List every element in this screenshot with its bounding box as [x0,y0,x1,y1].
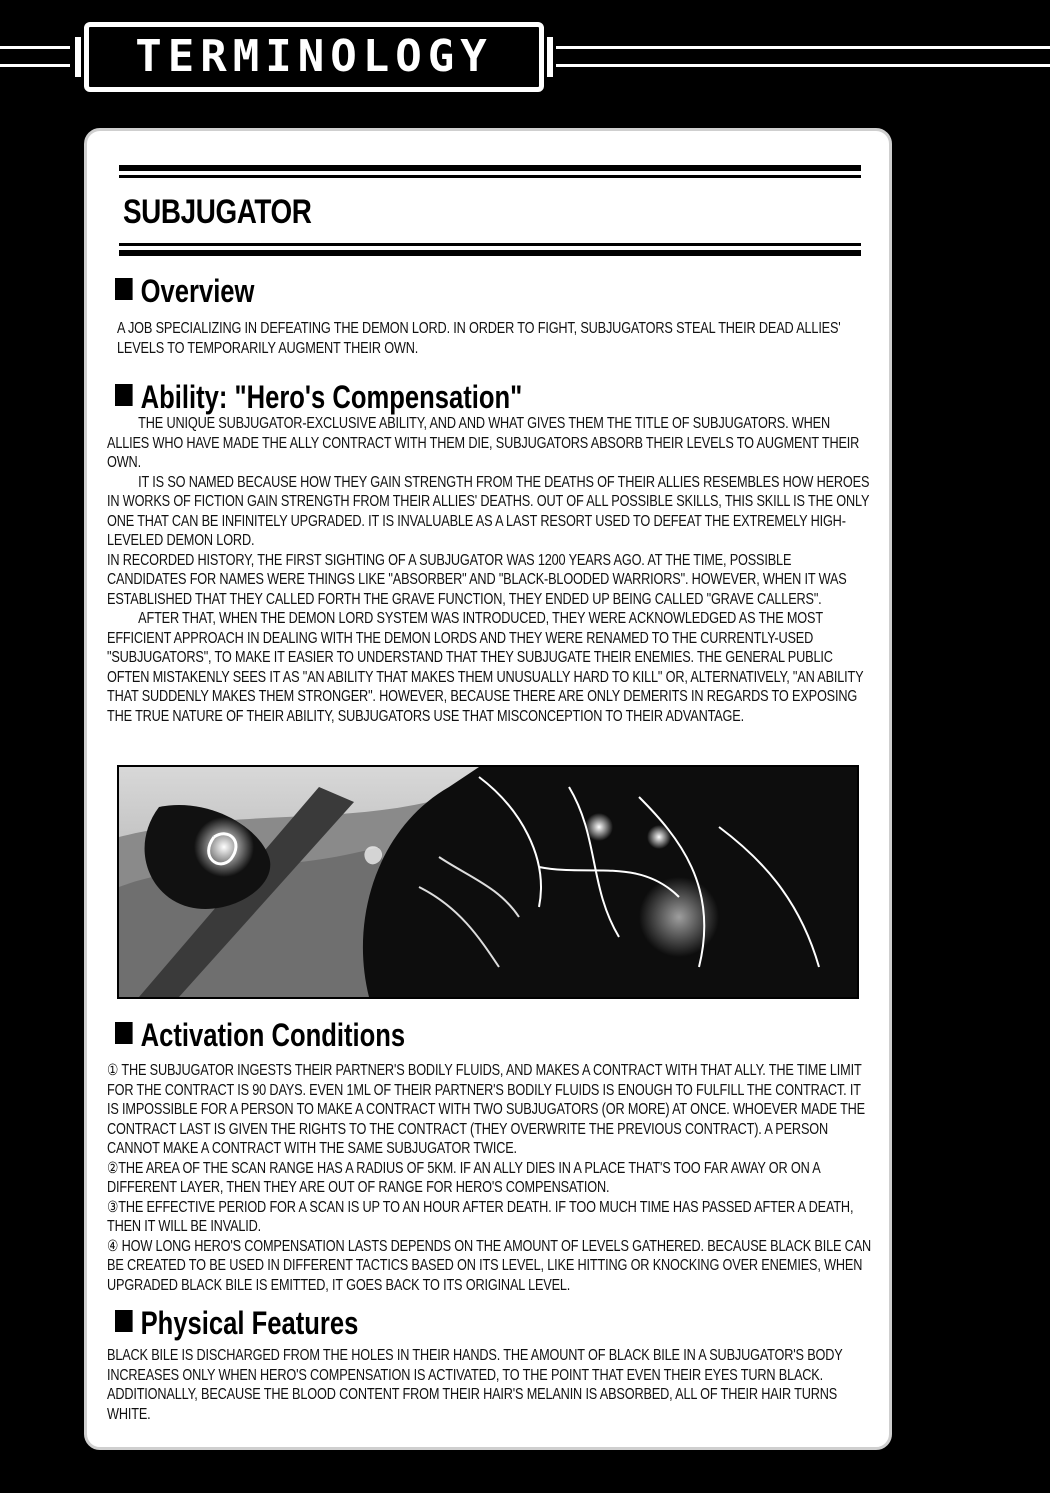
ability-text [107,414,874,726]
header-title: TERMINOLOGY [135,31,493,82]
title-rule-top-thin [119,175,861,178]
title-rule-top [119,165,861,171]
ability-paragraph-2: IT IS SO NAMED BECAUSE HOW THEY GAIN STRENGTH FROM THE DEATHS OF THEIR ALLIES RESEMBLES HOW HEROES IN WORKS OF FICTION GAIN STRENGTH FROM THEIR ALLIES' DEATHS. OUT OF ALL POSSIBLE SKILLS, THIS SKILL IS THE ONLY ONE THAT CAN BE INFINITELY UPGRADED. IT IS INVALUABLE AS A LAST RESORT USED TO DEFEAT THE EXTREMELY HIGH-LEVELED DEMON LORD. [107,473,870,549]
content-panel [84,128,892,1450]
title-rule-bottom-thick [119,250,861,256]
header-rule-left-2 [0,64,70,67]
ability-paragraph-3: IN RECORDED HISTORY, THE FIRST SIGHTING OF A SUBJUGATOR WAS 1200 YEARS AGO. AT THE TIME, POSSIBLE CANDIDATES FOR NAMES WERE THINGS LIKE "ABSORBER" AND "BLACK-BLOODED WARRIORS". HOWEVER, WHEN IT WAS ESTABLISHED THAT THEY CALLED FORTH THE GRAVE FUNCTION, THEY ENDED UP BEING CALLED "GRAVE CALLERS". [107,551,847,608]
header-rule-right-2 [556,64,1050,67]
ability-paragraph-4: AFTER THAT, WHEN THE DEMON LORD SYSTEM WAS INTRODUCED, THEY WERE ACKNOWLEDGED AS THE MOST EFFICIENT APPROACH IN DEALING WITH THE DEMON LORDS AND THEY WERE RENAMED TO THE CURRENTLY-USED "SUBJUGATORS", TO MAKE IT EASIER TO UNDERSTAND THAT THEY SUBJUGATE THEIR ENEMIES. THE GENERAL PUBLIC OFTEN MISTAKENLY SEES IT AS "AN ABILITY THAT MAKES THEM UNUSUALLY HARD TO KILL" OR, ALTERNATIVELY, "AN ABILITY THAT SUDDENLY MAKES THEM STRONGER". HOWEVER, BECAUSE THERE ARE ONLY DEMERITS IN REGARDS TO EXPOSING THE TRUE NATURE OF THEIR ABILITY, SUBJUGATORS USE THAT MISCONCEPTION TO THEIR ADVANTAGE. [107,610,864,725]
physical-text [107,1346,874,1424]
ability-paragraph-1: THE UNIQUE SUBJUGATOR-EXCLUSIVE ABILITY, AND AND WHAT GIVES THEM THE TITLE OF SUBJUGATORS. WHEN ALLIES WHO HAVE MADE THE ALLY CONTRACT WITH THEM DIE, SUBJUGATORS ABSORB THEIR LEVELS TO AUGMENT THEIR OWN. [107,415,860,471]
manga-illustration [117,765,859,999]
overview-text [117,319,867,358]
physical-heading-text: Physical Features [140,1305,359,1341]
physical-paragraph: BLACK BILE IS DISCHARGED FROM THE HOLES IN THEIR HANDS. THE AMOUNT OF BLACK BILE IN A SUBJUGATOR'S BODY INCREASES ONLY WHEN HERO'S COMPENSATION IS ACTIVATED, TO THE POINT THAT EVEN THEIR EYES TURN BLACK. ADDITIONALLY, BECAUSE THE BLOOD CONTENT FROM THEIR HAIR'S MELANIN IS ABSORBED, ALL OF THEIR HAIR TURNS WHITE. [107,1347,843,1423]
activation-item-2: ②THE AREA OF THE SCAN RANGE HAS A RADIUS OF 5KM. IF AN ALLY DIES IN A PLACE THAT'S TOO FAR AWAY OR ON A DIFFERENT LAYER, THEN THEY ARE OUT OF RANGE FOR HERO'S COMPENSATION. [107,1159,820,1196]
activation-heading [115,1017,405,1054]
overview-heading-text: Overview [140,273,255,309]
header-rule-right [556,46,1050,49]
activation-item-4: ④ HOW LONG HERO'S COMPENSATION LASTS DEPENDS ON THE AMOUNT OF LEVELS GATHERED. BECAUSE BLACK BILE CAN BE CREATED TO BE USED IN DIFFERENT TACTICS BASED ON ITS LEVEL, LIKE HITTING OR KNOCKING OVER ENEMIES, WHEN UPGRADED BLACK BILE IS EMITTED, IT GOES BACK TO ITS ORIGINAL LEVEL. [107,1237,872,1294]
square-bullet-icon [115,278,133,300]
overview-heading [115,273,254,310]
activation-item-1: ① THE SUBJUGATOR INGESTS THEIR PARTNER'S BODILY FLUIDS, AND MAKES A CONTRACT WITH THAT ALLY. THE TIME LIMIT FOR THE CONTRACT IS 90 DAYS. EVEN 1ML OF THEIR PARTNER'S BODILY FLUIDS IS ENOUGH TO FULFILL THE CONTRACT. IT IS IMPOSSIBLE FOR A PERSON TO MAKE A CONTRACT WITH TWO SUBJUGATORS (OR MORE) AT ONCE. WHOEVER MADE THE CONTRACT LAST IS GIVEN THE RIGHTS TO THE CONTRACT (THEY OVERWRITE THE PREVIOUS CONTRACT). A PERSON CANNOT MAKE A CONTRACT WITH THE SAME SUBJUGATOR TWICE. [107,1062,866,1157]
square-bullet-icon [115,1310,133,1332]
physical-heading [115,1305,358,1342]
ability-heading-text: Ability: "Hero's Compensation" [140,379,523,415]
overview-paragraph: A JOB SPECIALIZING IN DEFEATING THE DEMON LORD. IN ORDER TO FIGHT, SUBJUGATORS STEAL THEIR DEAD ALLIES' LEVELS TO TEMPORARILY AUGMENT THEIR OWN. [117,320,841,357]
ability-heading [115,379,522,416]
activation-item-3: ③THE EFFECTIVE PERIOD FOR A SCAN IS UP TO AN HOUR AFTER DEATH. IF TOO MUCH TIME HAS PASSED AFTER A DEATH, THEN IT WILL BE INVALID. [107,1198,854,1235]
activation-heading-text: Activation Conditions [140,1017,406,1053]
term-title: SUBJUGATOR [123,193,312,231]
square-bullet-icon [115,1022,133,1044]
header-rule-left [0,46,70,49]
activation-text [107,1061,874,1295]
illustration-art [119,767,857,997]
title-rule-bottom [119,243,861,246]
square-bullet-icon [115,384,133,406]
header-frame [84,22,544,92]
